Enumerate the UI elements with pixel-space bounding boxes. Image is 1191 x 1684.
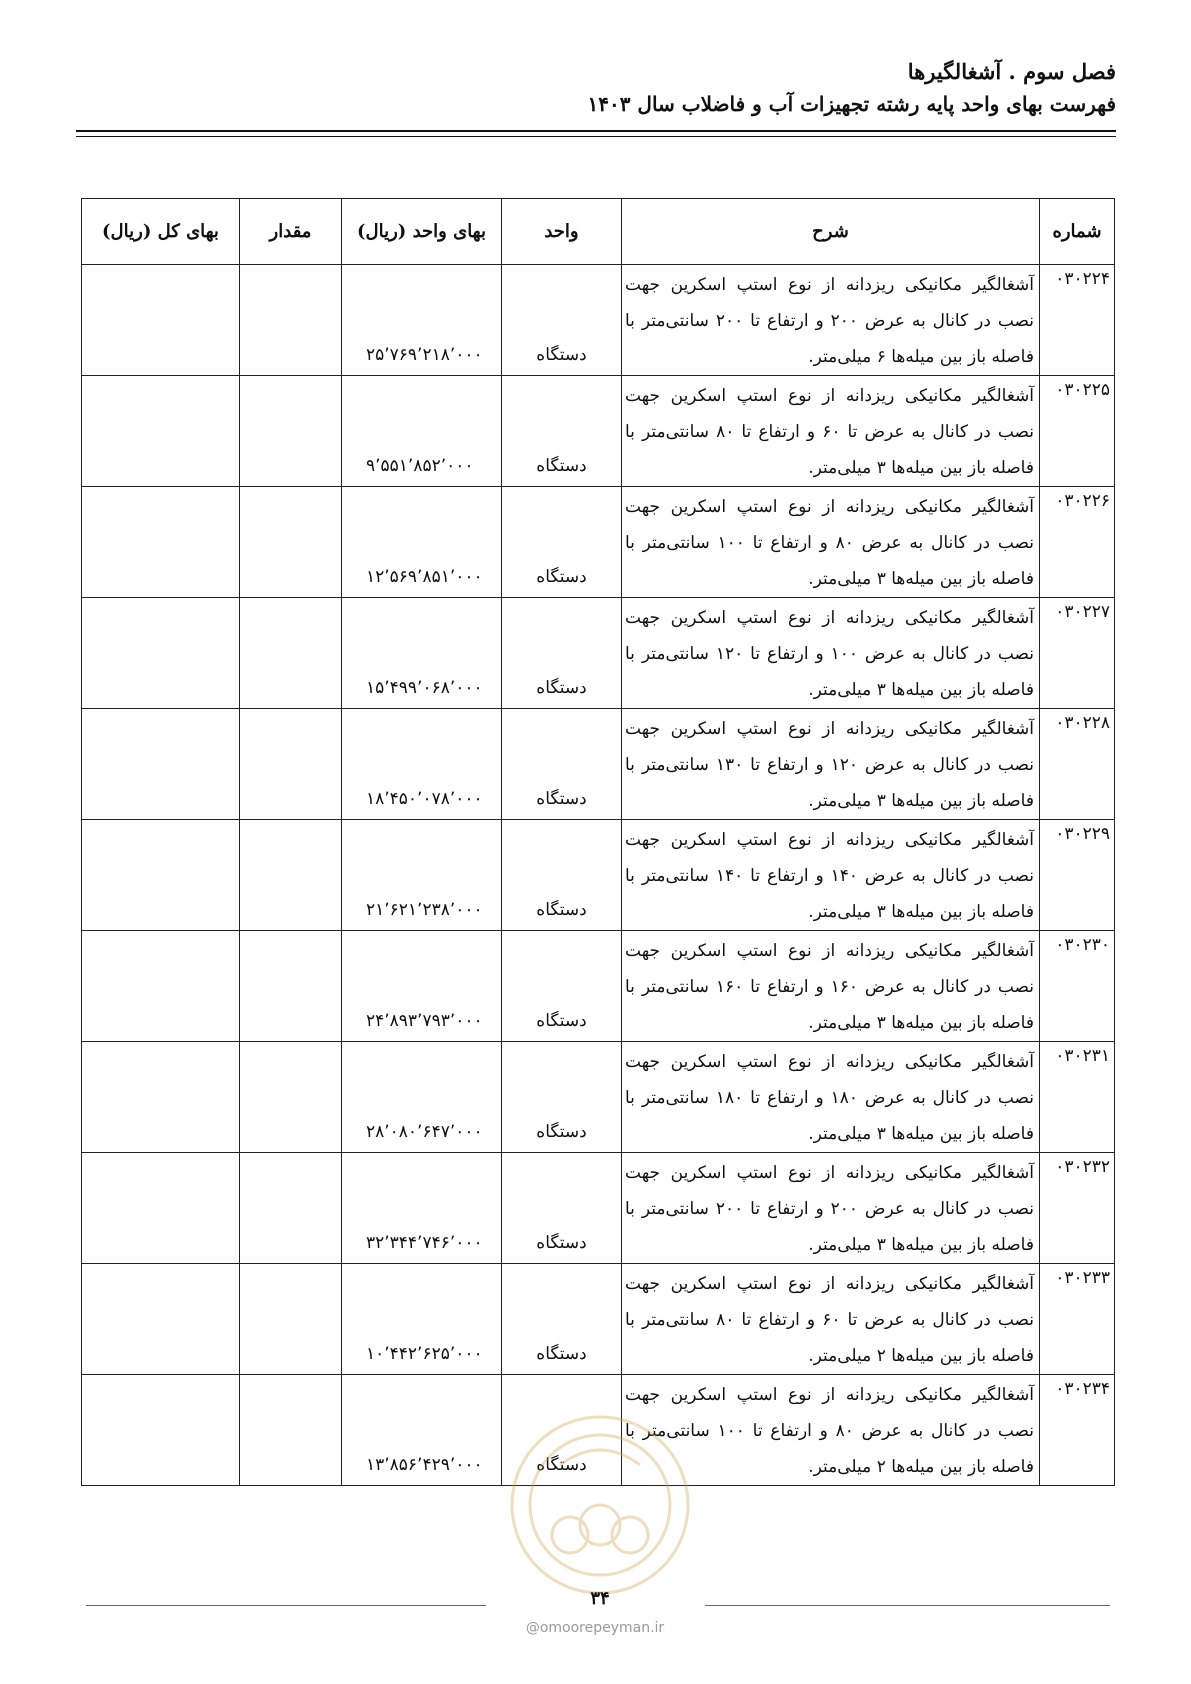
item-unit-price: ۲۱٬۶۲۱٬۲۳۸٬۰۰۰ bbox=[342, 820, 502, 931]
table-row bbox=[82, 1042, 1115, 1153]
item-unit: دستگاه bbox=[502, 1375, 622, 1486]
item-unit: دستگاه bbox=[502, 598, 622, 709]
table-header-row bbox=[82, 199, 1115, 265]
footer-rule-left bbox=[86, 1605, 486, 1606]
table-row bbox=[82, 598, 1115, 709]
item-unit: دستگاه bbox=[502, 820, 622, 931]
item-total-price bbox=[82, 931, 240, 1042]
item-unit: دستگاه bbox=[502, 1264, 622, 1375]
item-unit-price: ۲۵٬۷۶۹٬۲۱۸٬۰۰۰ bbox=[342, 265, 502, 376]
item-unit-price: ۱۵٬۴۹۹٬۰۶۸٬۰۰۰ bbox=[342, 598, 502, 709]
item-quantity bbox=[240, 1042, 342, 1153]
price-list-table bbox=[81, 198, 1115, 1486]
column-header-code: شماره bbox=[1040, 199, 1115, 265]
item-total-price bbox=[82, 709, 240, 820]
item-code: ۰۳۰۲۲۸ bbox=[1040, 709, 1115, 820]
column-header-quantity: مقدار bbox=[240, 199, 342, 265]
item-code: ۰۳۰۲۳۰ bbox=[1040, 931, 1115, 1042]
column-header-unit: واحد bbox=[502, 199, 622, 265]
item-quantity bbox=[240, 1153, 342, 1264]
item-unit-price: ۹٬۵۵۱٬۸۵۲٬۰۰۰ bbox=[342, 376, 502, 487]
table-row bbox=[82, 376, 1115, 487]
item-unit: دستگاه bbox=[502, 1042, 622, 1153]
item-code: ۰۳۰۲۲۶ bbox=[1040, 487, 1115, 598]
item-quantity bbox=[240, 265, 342, 376]
item-quantity bbox=[240, 598, 342, 709]
item-quantity bbox=[240, 1264, 342, 1375]
item-description: آشغالگیر مکانیکی ریزدانه از نوع استپ اسکرین جهت نصب در کانال به عرض ۱۴۰ و ارتفاع تا ۱۴۰ سانتی‌متر با فاصله باز بین میله‌ها ۳ میلی‌متر. bbox=[622, 820, 1040, 931]
table-row bbox=[82, 1264, 1115, 1375]
item-unit-price: ۱۲٬۵۶۹٬۸۵۱٬۰۰۰ bbox=[342, 487, 502, 598]
seal-watermark bbox=[500, 1405, 700, 1605]
item-total-price bbox=[82, 820, 240, 931]
item-code: ۰۳۰۲۲۹ bbox=[1040, 820, 1115, 931]
header-rule-thick bbox=[76, 130, 1116, 132]
item-description: آشغالگیر مکانیکی ریزدانه از نوع استپ اسکرین جهت نصب در کانال به عرض تا ۶۰ و ارتفاع تا ۸۰ سانتی‌متر با فاصله باز بین میله‌ها ۲ میلی‌متر. bbox=[622, 1264, 1040, 1375]
table-body bbox=[82, 265, 1115, 1486]
item-unit-price: ۳۲٬۳۴۴٬۷۴۶٬۰۰۰ bbox=[342, 1153, 502, 1264]
table-row bbox=[82, 265, 1115, 376]
document-subtitle: فهرست بهای واحد پایه رشته تجهیزات آب و فاضلاب سال ۱۴۰۳ bbox=[587, 92, 1116, 116]
item-quantity bbox=[240, 1375, 342, 1486]
item-quantity bbox=[240, 820, 342, 931]
item-description: آشغالگیر مکانیکی ریزدانه از نوع استپ اسکرین جهت نصب در کانال به عرض ۸۰ و ارتفاع تا ۱۰۰ سانتی‌متر با فاصله باز بین میله‌ها ۳ میلی‌متر. bbox=[622, 487, 1040, 598]
table-row bbox=[82, 820, 1115, 931]
item-quantity bbox=[240, 709, 342, 820]
header-rule-thin bbox=[76, 136, 1116, 137]
item-code: ۰۳۰۲۲۷ bbox=[1040, 598, 1115, 709]
item-total-price bbox=[82, 1375, 240, 1486]
item-total-price bbox=[82, 1264, 240, 1375]
item-unit: دستگاه bbox=[502, 1153, 622, 1264]
column-header-unit-price: بهای واحد (ریال) bbox=[342, 199, 502, 265]
item-unit-price: ۲۴٬۸۹۳٬۷۹۳٬۰۰۰ bbox=[342, 931, 502, 1042]
item-unit-price: ۱۸٬۴۵۰٬۰۷۸٬۰۰۰ bbox=[342, 709, 502, 820]
column-header-description: شرح bbox=[622, 199, 1040, 265]
page-header bbox=[76, 56, 1116, 138]
item-description: آشغالگیر مکانیکی ریزدانه از نوع استپ اسکرین جهت نصب در کانال به عرض ۲۰۰ و ارتفاع تا ۲۰۰ سانتی‌متر با فاصله باز بین میله‌ها ۳ میلی‌متر. bbox=[622, 1153, 1040, 1264]
item-code: ۰۳۰۲۲۵ bbox=[1040, 376, 1115, 487]
item-description: آشغالگیر مکانیکی ریزدانه از نوع استپ اسکرین جهت نصب در کانال به عرض ۱۶۰ و ارتفاع تا ۱۶۰ سانتی‌متر با فاصله باز بین میله‌ها ۳ میلی‌متر. bbox=[622, 931, 1040, 1042]
item-total-price bbox=[82, 265, 240, 376]
table-row bbox=[82, 1153, 1115, 1264]
item-description: آشغالگیر مکانیکی ریزدانه از نوع استپ اسکرین جهت نصب در کانال به عرض تا ۶۰ و ارتفاع تا ۸۰ سانتی‌متر با فاصله باز بین میله‌ها ۳ میلی‌متر. bbox=[622, 376, 1040, 487]
table-row bbox=[82, 931, 1115, 1042]
table-row bbox=[82, 709, 1115, 820]
item-quantity bbox=[240, 487, 342, 598]
item-description: آشغالگیر مکانیکی ریزدانه از نوع استپ اسکرین جهت نصب در کانال به عرض ۸۰ و ارتفاع تا ۱۰۰ سانتی‌متر با فاصله باز بین میله‌ها ۲ میلی‌متر. bbox=[622, 1375, 1040, 1486]
site-url: @omoorepeyman.ir bbox=[525, 1620, 665, 1636]
item-unit: دستگاه bbox=[502, 931, 622, 1042]
item-unit-price: ۱۰٬۴۴۲٬۶۲۵٬۰۰۰ bbox=[342, 1264, 502, 1375]
footer-rule-right bbox=[705, 1605, 1110, 1606]
item-description: آشغالگیر مکانیکی ریزدانه از نوع استپ اسکرین جهت نصب در کانال به عرض ۱۲۰ و ارتفاع تا ۱۳۰ سانتی‌متر با فاصله باز بین میله‌ها ۳ میلی‌متر. bbox=[622, 709, 1040, 820]
item-unit: دستگاه bbox=[502, 265, 622, 376]
item-unit-price: ۲۸٬۰۸۰٬۶۴۷٬۰۰۰ bbox=[342, 1042, 502, 1153]
item-total-price bbox=[82, 1042, 240, 1153]
item-unit: دستگاه bbox=[502, 487, 622, 598]
item-description: آشغالگیر مکانیکی ریزدانه از نوع استپ اسکرین جهت نصب در کانال به عرض ۱۸۰ و ارتفاع تا ۱۸۰ سانتی‌متر با فاصله باز بین میله‌ها ۳ میلی‌متر. bbox=[622, 1042, 1040, 1153]
item-unit: دستگاه bbox=[502, 709, 622, 820]
page-number: ۳۴ bbox=[590, 1588, 610, 1609]
item-quantity bbox=[240, 376, 342, 487]
item-total-price bbox=[82, 376, 240, 487]
item-code: ۰۳۰۲۳۴ bbox=[1040, 1375, 1115, 1486]
item-quantity bbox=[240, 931, 342, 1042]
item-code: ۰۳۰۲۳۲ bbox=[1040, 1153, 1115, 1264]
table-row bbox=[82, 487, 1115, 598]
item-unit: دستگاه bbox=[502, 376, 622, 487]
item-total-price bbox=[82, 487, 240, 598]
item-total-price bbox=[82, 598, 240, 709]
item-description: آشغالگیر مکانیکی ریزدانه از نوع استپ اسکرین جهت نصب در کانال به عرض ۱۰۰ و ارتفاع تا ۱۲۰ سانتی‌متر با فاصله باز بین میله‌ها ۳ میلی‌متر. bbox=[622, 598, 1040, 709]
item-code: ۰۳۰۲۳۳ bbox=[1040, 1264, 1115, 1375]
item-code: ۰۳۰۲۲۴ bbox=[1040, 265, 1115, 376]
item-code: ۰۳۰۲۳۱ bbox=[1040, 1042, 1115, 1153]
item-total-price bbox=[82, 1153, 240, 1264]
column-header-total-price: بهای کل (ریال) bbox=[82, 199, 240, 265]
chapter-title: فصل سوم . آشغالگیرها bbox=[907, 59, 1116, 84]
item-unit-price: ۱۳٬۸۵۶٬۴۲۹٬۰۰۰ bbox=[342, 1375, 502, 1486]
item-description: آشغالگیر مکانیکی ریزدانه از نوع استپ اسکرین جهت نصب در کانال به عرض ۲۰۰ و ارتفاع تا ۲۰۰ سانتی‌متر با فاصله باز بین میله‌ها ۶ میلی‌متر. bbox=[622, 265, 1040, 376]
